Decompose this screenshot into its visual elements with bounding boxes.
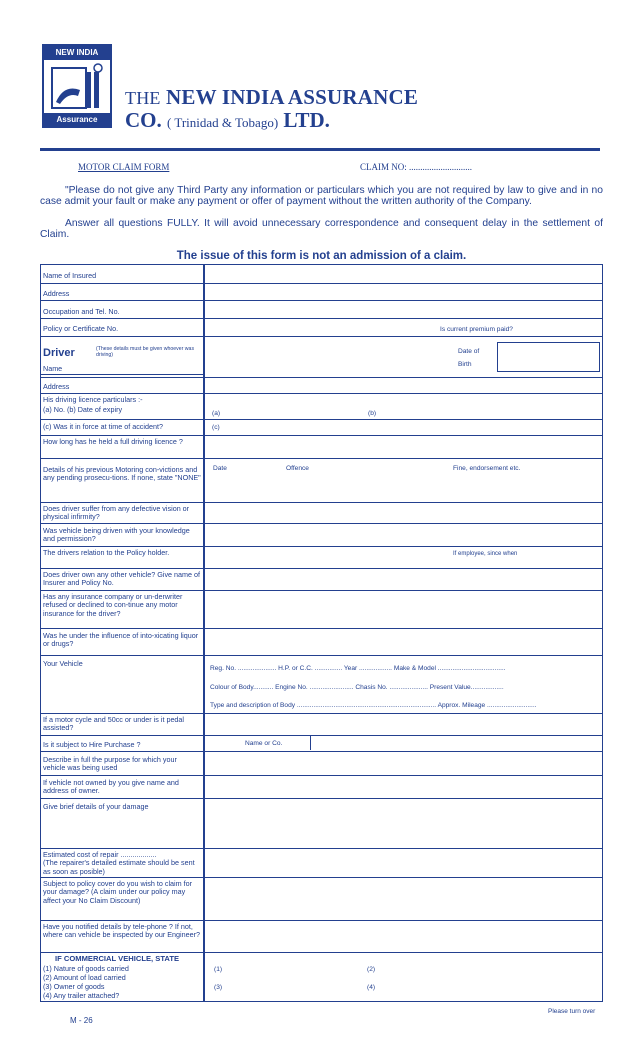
label-previous-convictions: Details of his previous Motoring con-victions and any pending prosecu-tions. If none, state "NONE" xyxy=(43,465,201,483)
row-line xyxy=(40,377,603,378)
commercial-answer-3: (3) xyxy=(214,984,223,991)
commercial-answer-4: (4) xyxy=(367,984,376,991)
header-rule xyxy=(40,148,600,151)
please-turn-over: Please turn over xyxy=(548,1008,596,1015)
commercial-answer-1: (1) xyxy=(214,966,223,973)
label-policy: Policy or Certificate No. xyxy=(43,324,119,333)
row-line xyxy=(40,590,603,591)
label-address: Address xyxy=(43,289,70,298)
label-date-of: Date of xyxy=(458,348,480,355)
row-line xyxy=(40,336,603,337)
row-line xyxy=(40,435,603,436)
intro-paragraph-1: "Please do not give any Third Party any information or particulars which you are not required by law to give and in no case admit your fault or make any payment or offer of payment without the written authority of the Company. xyxy=(40,185,603,207)
row-line xyxy=(40,751,603,752)
licence-a-marker: (a) xyxy=(212,410,221,417)
vehicle-line-1[interactable]: Reg. No. ..................... H.P. or C.C. ............... Year .................. Make & Model ..................................... xyxy=(210,665,506,672)
driver-note: (These details must be given whoever was driving) xyxy=(96,346,195,358)
company-logo xyxy=(42,44,112,128)
claim-number-field[interactable]: CLAIM NO: ............................ xyxy=(360,162,472,172)
logo-top-text: NEW INDIA xyxy=(44,46,110,60)
label-motorcycle: If a motor cycle and 50cc or under is it pedal assisted? xyxy=(43,715,185,733)
company-the: THE xyxy=(125,88,161,108)
form-title: MOTOR CLAIM FORM xyxy=(78,162,170,172)
label-purpose: Describe in full the purpose for which your vehicle was being used xyxy=(43,755,177,773)
label-driver-name: Name xyxy=(43,364,63,373)
label-your-vehicle: Your Vehicle xyxy=(43,659,83,668)
label-notified: Have you notified details by tele-phone ? If not, where can vehicle be inspected by our Engineer? xyxy=(43,922,201,940)
label-not-owned: If vehicle not owned by you give name and address of owner. xyxy=(43,778,179,796)
row-line xyxy=(40,775,603,776)
in-force-c-marker: (c) xyxy=(212,424,220,431)
label-name-or-co: Name or Co. xyxy=(245,740,283,747)
form-code: M - 26 xyxy=(70,1016,93,1025)
driver-heading: Driver xyxy=(43,347,75,359)
commercial-item-2: (2) Amount of load carried xyxy=(43,973,126,982)
label-name-insured: Name of Insured xyxy=(43,271,97,280)
commercial-answer-2: (2) xyxy=(367,966,376,973)
row-line xyxy=(40,713,603,714)
row-line xyxy=(40,877,603,878)
row-line xyxy=(40,523,603,524)
company-country: ( Trinidad & Tobago) xyxy=(167,115,279,130)
company-name: NEW INDIA ASSURANCE xyxy=(166,85,419,109)
label-other-vehicle: Does driver own any other vehicle? Give name of Insurer and Policy No. xyxy=(43,570,201,588)
col-fine: Fine, endorsement etc. xyxy=(453,465,521,472)
vehicle-line-3[interactable]: Type and description of Body ............................................................................ Approx. Mileage ........................... xyxy=(210,702,537,709)
row-line xyxy=(40,546,603,547)
label-knowledge: Was vehicle being driven with your knowledge and permission? xyxy=(43,526,190,544)
label-birth: Birth xyxy=(458,361,472,368)
label-licence-no-expiry: (a) No. (b) Date of expiry xyxy=(43,405,123,414)
row-line xyxy=(40,393,603,394)
company-name-line2 xyxy=(125,108,330,133)
label-defective-vision: Does driver suffer from any defective vision or physical infirmity? xyxy=(43,504,190,522)
row-line xyxy=(40,374,203,375)
licence-b-marker: (b) xyxy=(368,410,377,417)
notice-heading: The issue of this form is not an admission of a claim. xyxy=(176,250,467,262)
commercial-item-1: (1) Nature of goods carried xyxy=(43,964,129,973)
label-occupation: Occupation and Tel. No. xyxy=(43,307,120,316)
logo-mark-icon xyxy=(50,62,106,114)
label-repair-cost: Estimated cost of repair .................. (The repairer's detailed estimate should be sent as soon as posible) xyxy=(43,850,195,876)
row-line xyxy=(40,628,603,629)
label-licence-particulars: His driving licence particulars :- xyxy=(43,395,143,404)
label-hire-purchase: Is it subject to Hire Purchase ? xyxy=(43,740,141,749)
row-line xyxy=(40,300,603,301)
intro-paragraph-2: Answer all questions FULLY. It will avoid unnecessary correspondence and consequent delay in the settlement of Claim. xyxy=(40,218,603,240)
company-ltd: LTD. xyxy=(283,108,330,132)
company-co: CO. xyxy=(125,108,162,132)
col-offence: Offence xyxy=(286,465,309,472)
row-line xyxy=(40,458,603,459)
row-line xyxy=(40,735,603,736)
row-line xyxy=(40,318,603,319)
label-employee-since: If employee, since when xyxy=(453,551,518,557)
row-line xyxy=(40,568,603,569)
row-line xyxy=(40,798,603,799)
row-line xyxy=(40,920,603,921)
date-of-birth-field[interactable] xyxy=(497,342,600,372)
hire-divider xyxy=(310,736,311,750)
label-premium-paid: Is current premium paid? xyxy=(440,326,513,333)
commercial-item-4: (4) Any trailer attached? xyxy=(43,991,120,1000)
label-in-force: (c) Was it in force at time of accident? xyxy=(43,422,163,431)
label-driver-address: Address xyxy=(43,382,70,391)
logo-bottom-text: Assurance xyxy=(44,113,110,126)
commercial-item-3: (3) Owner of goods xyxy=(43,982,105,991)
row-line xyxy=(40,655,603,656)
label-how-long: How long has he held a full driving licence ? xyxy=(43,437,183,446)
row-line xyxy=(40,419,603,420)
vehicle-line-2[interactable]: Colour of Body........... Engine No. ........................ Chasis No. ..................... Present Value.................. xyxy=(210,684,504,691)
label-subject-policy: Subject to policy cover do you wish to claim for your damage? (A claim under our policy may affect your No Claim Discount) xyxy=(43,879,193,905)
row-line xyxy=(40,502,603,503)
company-name-line1 xyxy=(125,85,418,110)
label-relation: The drivers relation to the Policy holder. xyxy=(43,548,170,557)
label-damage: Give brief details of your damage xyxy=(43,802,149,811)
commercial-heading: IF COMMERCIAL VEHICLE, STATE xyxy=(55,954,180,963)
row-line xyxy=(40,848,603,849)
label-refused: Has any insurance company or un-derwriter refused or declined to con-tinue any motor insurance for the driver? xyxy=(43,592,183,618)
row-line xyxy=(40,952,603,953)
column-divider xyxy=(203,264,205,1002)
col-date: Date xyxy=(213,465,227,472)
label-influence: Was he under the influence of into-xicating liquor or drugs? xyxy=(43,631,199,649)
row-line xyxy=(40,283,603,284)
